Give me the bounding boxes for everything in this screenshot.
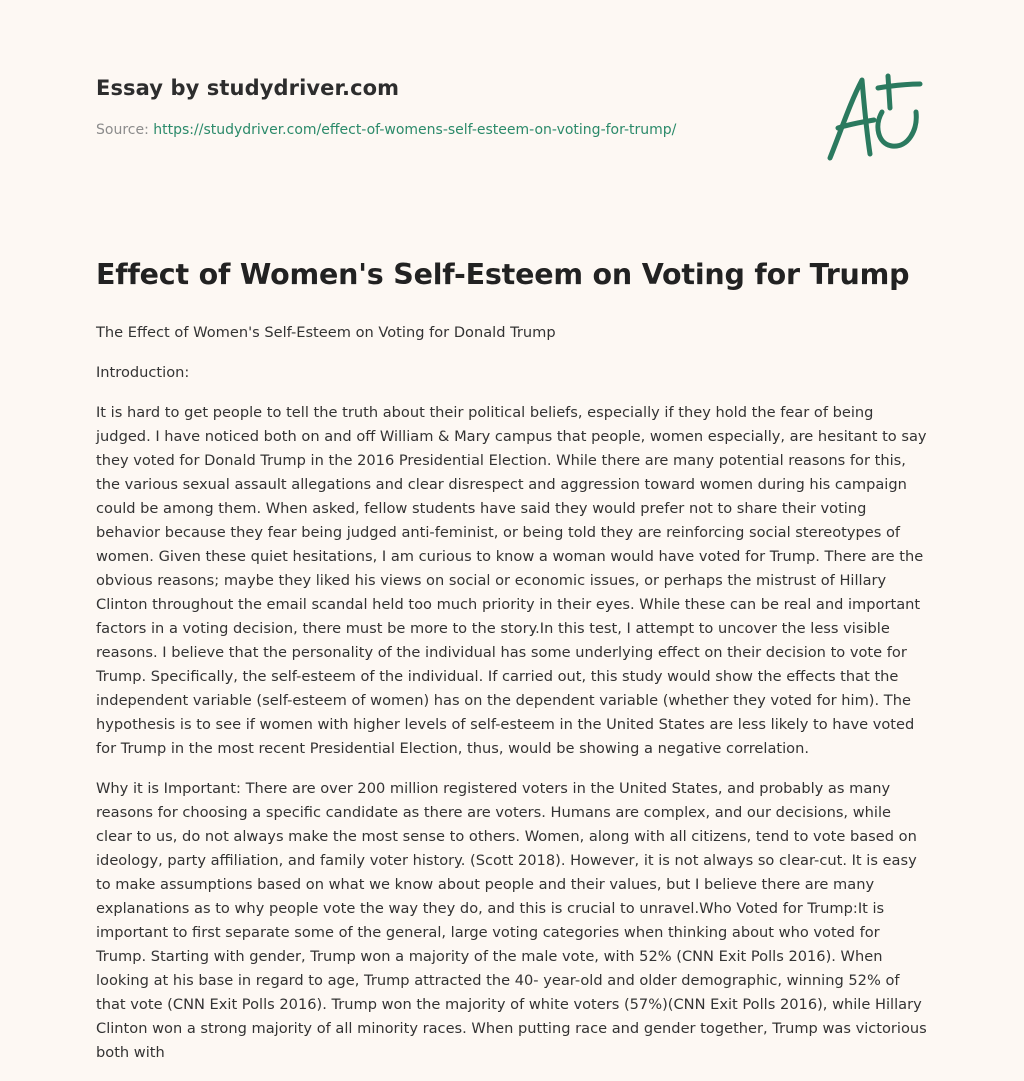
essay-header: [96, 76, 796, 138]
section-heading-introduction: Introduction:: [96, 364, 190, 381]
brand-title: Essay by studydriver.com: [96, 76, 400, 100]
paragraph-introduction: It is hard to get people to tell the truth about their political beliefs, especially if they hold the fear of being judged. I have noticed both on and off William & Mary campus that people, women especially, are hesitant to say they voted for Donald Trump in the 2016 Presidential Election. While there are many potential reasons for this, the various sexual assault allegations and clear disrespect and aggression toward women during his campaign could be among them. When asked, fellow students have said they would prefer not to share their voting behavior because they fear being judged anti-feminist, or being told they are reinforcing social stereotypes of women. Given these quiet hesitations, I am curious to know a woman would have voted for Trump. There are the obvious reasons; maybe they liked his views on social or economic issues, or perhaps the mistrust of Hillary Clinton throughout the email scandal held too much priority in their eyes. While these can be real and important factors in a voting decision, there must be more to the story.In this test, I attempt to uncover the less visible reasons. I believe that the personality of the individual has some underlying effect on their decision to vote for Trump. Specifically, the self-esteem of the individual. If carried out, this study would show the effects that the independent variable (self-esteem of women) has on the dependent variable (whether they voted for him). The hypothesis is to see if women with higher levels of self-esteem in the United States are less likely to have voted for Trump in the most recent Presidential Election, thus, would be showing a negative correlation.: [96, 404, 927, 757]
a-plus-logo-icon: [820, 68, 930, 168]
source-line: [96, 122, 796, 138]
essay-article: [96, 256, 931, 1081]
essay-title: Effect of Women's Self-Esteem on Voting for Trump: [96, 258, 910, 291]
source-link[interactable]: https://studydriver.com/effect-of-womens-self-esteem-on-voting-for-trump/: [153, 122, 677, 138]
essay-subtitle: The Effect of Women's Self-Esteem on Voting for Donald Trump: [96, 324, 556, 341]
source-label: Source:: [96, 122, 149, 138]
paragraph-why-important: Why it is Important: There are over 200 million registered voters in the United States, and probably as many reasons for choosing a specific candidate as there are voters. Humans are complex, and our decisions, while clear to us, do not always make the most sense to others. Women, along with all citizens, tend to vote based on ideology, party affiliation, and family voter history. (Scott 2018). However, it is not always so clear-cut. It is easy to make assumptions based on what we know about people and their values, but I believe there are many explanations as to why people vote the way they do, and this is crucial to unravel.Who Voted for Trump:It is important to first separate some of the general, large voting categories when thinking about who voted for Trump. Starting with gender, Trump won a majority of the male vote, with 52% (CNN Exit Polls 2016). When looking at his base in regard to age, Trump attracted the 40- year-old and older demographic, winning 52% of that vote (CNN Exit Polls 2016). Trump won the majority of white voters (57%)(CNN Exit Polls 2016), while Hillary Clinton won a strong majority of all minority races. When putting race and gender together, Trump was victorious both with: [96, 780, 927, 1061]
